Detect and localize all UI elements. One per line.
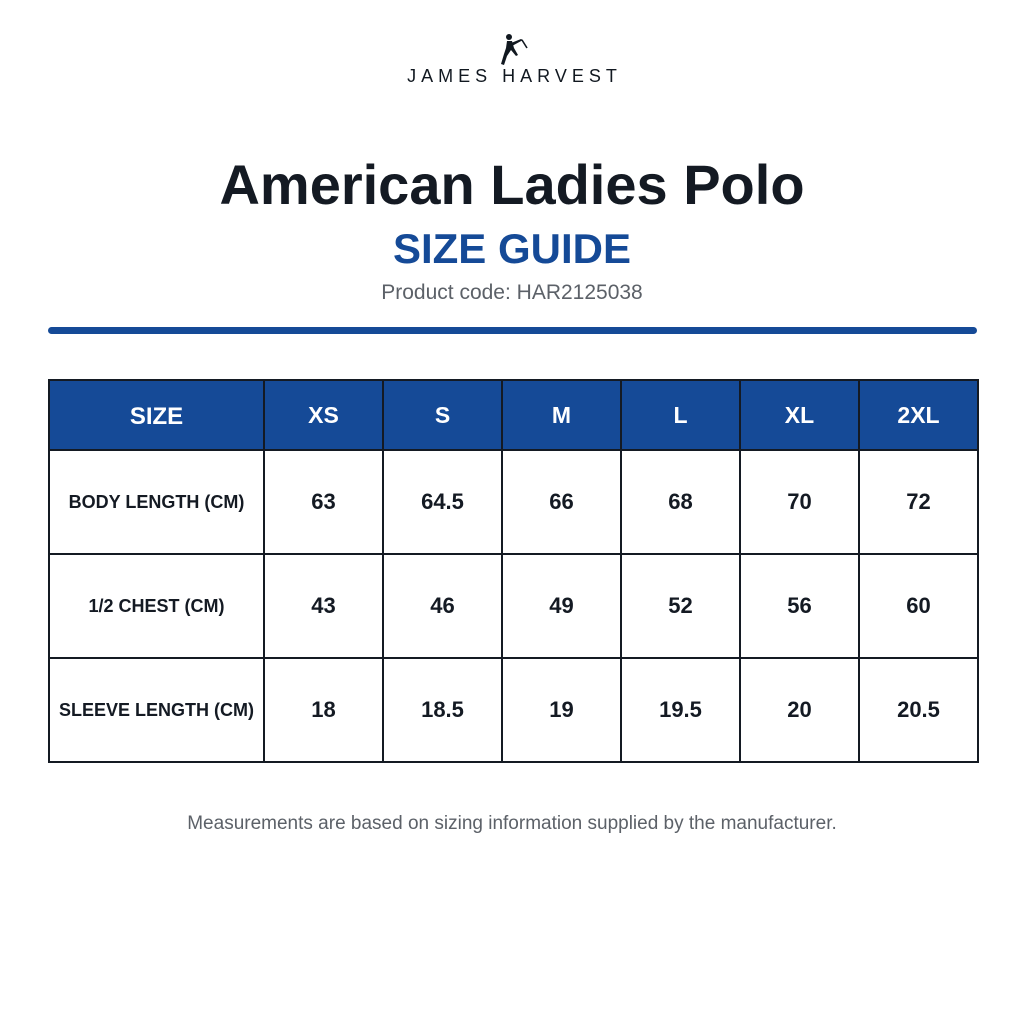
page-subtitle: SIZE GUIDE — [392, 225, 632, 272]
table-cell: 43 — [264, 554, 383, 658]
header-xs: XS — [264, 380, 383, 450]
golfer-swing-icon — [495, 32, 529, 66]
brand-name: JAMES HARVEST — [407, 66, 622, 86]
table-cell: 68 — [621, 450, 740, 554]
table-cell: 72 — [859, 450, 978, 554]
table-cell: 64.5 — [383, 450, 502, 554]
table-row — [49, 450, 978, 554]
row-label-half-chest: 1/2 CHEST (CM) — [49, 554, 264, 658]
header-m: M — [502, 380, 621, 450]
table-row — [49, 658, 978, 762]
header-2xl: 2XL — [859, 380, 978, 450]
table-cell: 18 — [264, 658, 383, 762]
size-table — [48, 379, 979, 763]
table-cell: 63 — [264, 450, 383, 554]
page-title: American Ladies Polo — [219, 153, 805, 216]
table-cell: 20.5 — [859, 658, 978, 762]
table-cell: 19 — [502, 658, 621, 762]
table-header-row — [49, 380, 978, 450]
footnote: Measurements are based on sizing information supplied by the manufacturer. — [187, 813, 837, 834]
header-size: SIZE — [49, 380, 264, 450]
row-label-body-length: BODY LENGTH (CM) — [49, 450, 264, 554]
table-cell: 46 — [383, 554, 502, 658]
product-code: Product code: HAR2125038 — [381, 281, 643, 304]
header-s: S — [383, 380, 502, 450]
brand-logo — [0, 32, 1024, 87]
table-row — [49, 554, 978, 658]
row-label-sleeve-length: SLEEVE LENGTH (CM) — [49, 658, 264, 762]
table-cell: 70 — [740, 450, 859, 554]
header-l: L — [621, 380, 740, 450]
table-cell: 18.5 — [383, 658, 502, 762]
table-cell: 20 — [740, 658, 859, 762]
table-cell: 52 — [621, 554, 740, 658]
table-cell: 66 — [502, 450, 621, 554]
header-xl: XL — [740, 380, 859, 450]
table-cell: 56 — [740, 554, 859, 658]
table-cell: 49 — [502, 554, 621, 658]
table-cell: 19.5 — [621, 658, 740, 762]
table-cell: 60 — [859, 554, 978, 658]
divider — [48, 327, 977, 334]
